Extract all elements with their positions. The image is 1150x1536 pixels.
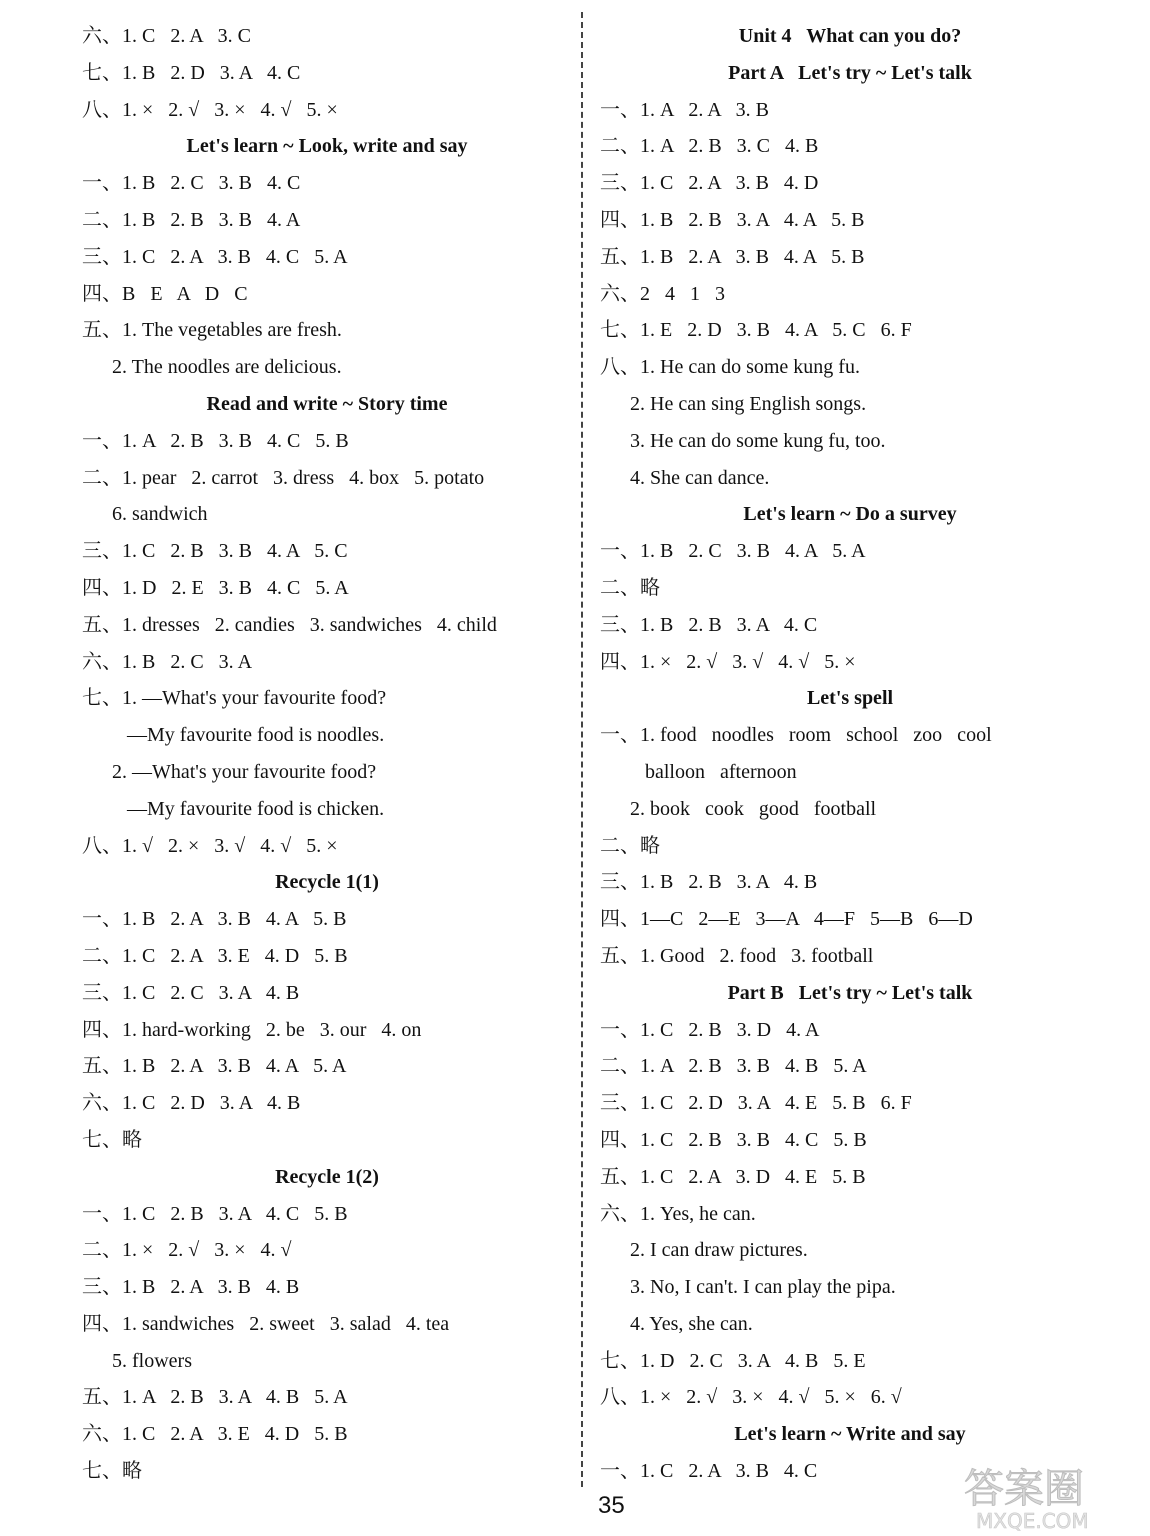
answer-line: 四、1—C 2—E 3—A 4—F 5—B 6—D bbox=[600, 908, 973, 931]
answer-line: 四、1. × 2. √ 3. √ 4. √ 5. × bbox=[600, 650, 856, 673]
svg-text:答案圈: 答案圈 bbox=[964, 1466, 1084, 1512]
section-heading: Let's learn ~ Do a survey bbox=[743, 503, 957, 526]
answer-line: 四、1. hard-working 2. be 3. our 4. on bbox=[82, 1018, 422, 1041]
answer-line: 二、1. A 2. B 3. C 4. B bbox=[600, 135, 819, 158]
answer-line: —My favourite food is noodles. bbox=[82, 724, 385, 747]
answer-line: 八、1. √ 2. × 3. √ 4. √ 5. × bbox=[82, 834, 338, 857]
answer-line: 一、1. A 2. B 3. B 4. C 5. B bbox=[82, 429, 349, 452]
answer-line: 八、1. × 2. √ 3. × 4. √ 5. × 6. √ bbox=[600, 1386, 902, 1409]
answer-line: 一、1. A 2. A 3. B bbox=[600, 98, 769, 121]
answer-line: 三、1. C 2. A 3. B 4. C 5. A bbox=[82, 245, 348, 268]
answer-line: —My favourite food is chicken. bbox=[82, 797, 385, 820]
answer-line: 五、1. The vegetables are fresh. bbox=[82, 319, 342, 342]
answer-line: 一、1. C 2. A 3. B 4. C bbox=[600, 1460, 818, 1483]
answer-line: 三、1. C 2. A 3. B 4. D bbox=[600, 172, 819, 195]
answer-line: 三、1. B 2. B 3. A 4. B bbox=[600, 871, 818, 894]
answer-line: 六、1. Yes, he can. bbox=[600, 1202, 756, 1225]
answer-line: balloon afternoon bbox=[600, 760, 797, 783]
answer-line: 六、1. C 2. A 3. C bbox=[82, 25, 251, 47]
answer-line: 一、1. food noodles room school zoo cool bbox=[600, 724, 992, 747]
answer-line: 6. sandwich bbox=[82, 503, 208, 526]
answer-line: 七、略 bbox=[82, 1460, 142, 1483]
answer-line: 二、略 bbox=[600, 576, 660, 599]
answer-line: 七、1. —What's your favourite food? bbox=[82, 687, 387, 710]
answer-line: 2. book cook good football bbox=[600, 797, 877, 820]
answer-line: 四、1. C 2. B 3. B 4. C 5. B bbox=[600, 1128, 867, 1151]
answer-line: 2. He can sing English songs. bbox=[600, 392, 867, 415]
answer-line: 二、1. B 2. B 3. B 4. A bbox=[82, 208, 301, 231]
answer-line: 一、1. C 2. B 3. A 4. C 5. B bbox=[82, 1202, 348, 1225]
answer-line: 三、1. C 2. B 3. B 4. A 5. C bbox=[82, 540, 348, 563]
answer-line: 四、B E A D C bbox=[82, 282, 248, 305]
watermark-logo bbox=[958, 1458, 1144, 1532]
answer-line: 八、1. × 2. √ 3. × 4. √ 5. × bbox=[82, 98, 338, 121]
answer-line: 八、1. He can do some kung fu. bbox=[600, 356, 860, 379]
answer-line: 一、1. B 2. C 3. B 4. C bbox=[82, 172, 301, 195]
answer-line: 五、1. dresses 2. candies 3. sandwiches 4. child bbox=[82, 613, 497, 636]
answer-line: 六、1. C 2. D 3. A 4. B bbox=[82, 1092, 301, 1115]
section-heading: Part B Let's try ~ Let's talk bbox=[727, 981, 973, 1004]
answer-line: 2. I can draw pictures. bbox=[600, 1239, 808, 1262]
answer-line: 5. flowers bbox=[82, 1349, 192, 1372]
answer-line: 三、1. B 2. B 3. A 4. C bbox=[600, 613, 818, 636]
answer-line: 五、1. C 2. A 3. D 4. E 5. B bbox=[600, 1165, 866, 1188]
answer-line: 二、1. C 2. A 3. E 4. D 5. B bbox=[82, 944, 348, 967]
answer-line: 一、1. B 2. C 3. B 4. A 5. A bbox=[600, 540, 866, 563]
answer-line: 六、1. B 2. C 3. A bbox=[82, 650, 253, 673]
section-heading: Unit 4 What can you do? bbox=[738, 25, 962, 47]
answer-line: 五、1. A 2. B 3. A 4. B 5. A bbox=[82, 1386, 348, 1409]
svg-text:MXQE.COM: MXQE.COM bbox=[976, 1509, 1089, 1532]
answer-line: 4. Yes, she can. bbox=[600, 1312, 753, 1335]
column-divider bbox=[581, 12, 583, 1487]
answer-line: 四、1. sandwiches 2. sweet 3. salad 4. tea bbox=[82, 1312, 450, 1335]
left-column bbox=[82, 18, 572, 1490]
answer-line: 三、1. C 2. C 3. A 4. B bbox=[82, 981, 300, 1004]
answer-line: 二、1. × 2. √ 3. × 4. √ bbox=[82, 1239, 292, 1262]
answer-line: 七、1. B 2. D 3. A 4. C bbox=[82, 61, 301, 84]
answer-line: 一、1. C 2. B 3. D 4. A bbox=[600, 1018, 820, 1041]
answer-line: 2. —What's your favourite food? bbox=[82, 760, 377, 783]
section-heading: Let's spell bbox=[806, 687, 894, 710]
answer-line: 2. The noodles are delicious. bbox=[82, 356, 342, 379]
answer-line: 二、略 bbox=[600, 834, 660, 857]
section-heading: Recycle 1(1) bbox=[275, 871, 379, 894]
answer-line: 五、1. B 2. A 3. B 4. A 5. B bbox=[600, 245, 865, 268]
answer-line: 3. He can do some kung fu, too. bbox=[600, 429, 886, 452]
answer-line: 3. No, I can't. I can play the pipa. bbox=[600, 1276, 896, 1299]
section-heading: Let's learn ~ Write and say bbox=[734, 1423, 966, 1446]
page-number: 35 bbox=[598, 1492, 625, 1519]
answer-line: 4. She can dance. bbox=[600, 466, 770, 489]
answer-line: 四、1. D 2. E 3. B 4. C 5. A bbox=[82, 576, 349, 599]
answer-line: 七、1. E 2. D 3. B 4. A 5. C 6. F bbox=[600, 319, 912, 342]
answer-line: 六、2 4 1 3 bbox=[600, 282, 725, 305]
answer-line: 七、略 bbox=[82, 1128, 142, 1151]
answer-line: 二、1. A 2. B 3. B 4. B 5. A bbox=[600, 1055, 867, 1078]
answer-line: 七、1. D 2. C 3. A 4. B 5. E bbox=[600, 1349, 866, 1372]
answer-line: 五、1. B 2. A 3. B 4. A 5. A bbox=[82, 1055, 347, 1078]
answer-line: 二、1. pear 2. carrot 3. dress 4. box 5. potato bbox=[82, 466, 485, 489]
answer-line: 五、1. Good 2. food 3. football bbox=[600, 944, 874, 967]
right-column bbox=[600, 18, 1100, 1490]
answer-line: 三、1. C 2. D 3. A 4. E 5. B 6. F bbox=[600, 1092, 912, 1115]
answer-line: 一、1. B 2. A 3. B 4. A 5. B bbox=[82, 908, 347, 931]
section-heading: Recycle 1(2) bbox=[275, 1165, 379, 1188]
answer-line: 六、1. C 2. A 3. E 4. D 5. B bbox=[82, 1423, 348, 1446]
section-heading: Part A Let's try ~ Let's talk bbox=[728, 61, 972, 84]
section-heading: Read and write ~ Story time bbox=[206, 392, 448, 415]
section-heading: Let's learn ~ Look, write and say bbox=[186, 135, 468, 158]
answer-line: 三、1. B 2. A 3. B 4. B bbox=[82, 1276, 300, 1299]
answer-line: 四、1. B 2. B 3. A 4. A 5. B bbox=[600, 208, 865, 231]
